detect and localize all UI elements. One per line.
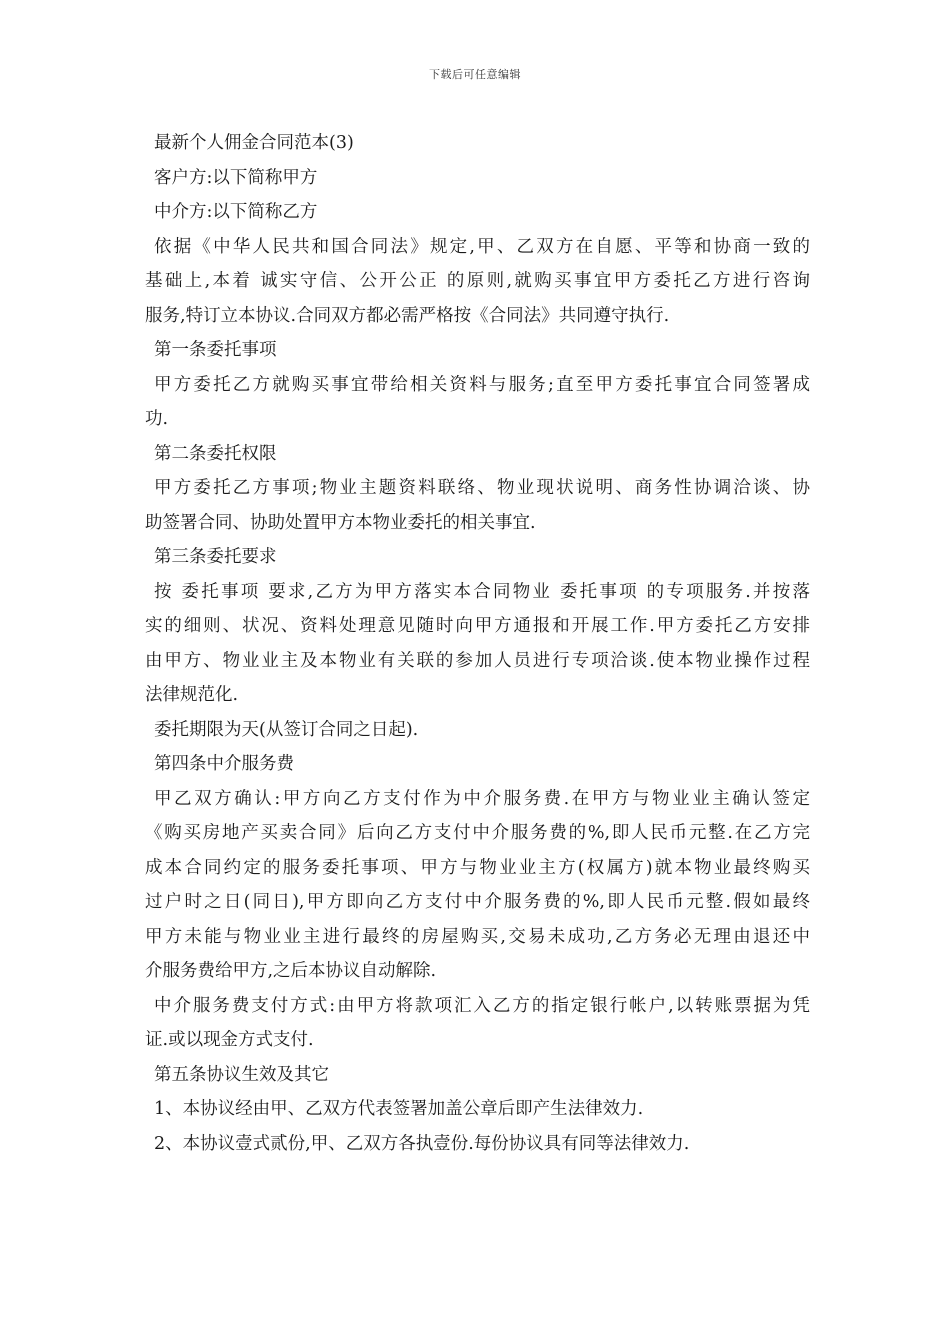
document-line: 中介方:以下简称乙方 [154, 202, 318, 222]
document-line: 委托期限为天(从签订合同之日起). [154, 719, 419, 740]
document-line: 过户时之日(同日),甲方即向乙方支付中介服务费的%,即人民币元整.假如最终 [145, 892, 810, 912]
document-line: 1、本协议经由甲、乙双方代表签署加盖公章后即产生法律效力. [154, 1099, 644, 1119]
document-line: 第四条中介服务费 [154, 754, 294, 774]
document-line: 最新个人佣金合同范本(3) [154, 133, 354, 153]
document-line: 由甲方、物业业主及本物业有关联的参加人员进行专项洽谈.使本物业操作过程 [145, 650, 810, 671]
document-line: 第三条委托要求 [154, 547, 277, 567]
document-line: 依据《中华人民共和国合同法》规定,甲、乙双方在自愿、平等和协商一致的 [154, 236, 810, 257]
document-line: 实的细则、状况、资料处理意见随时向甲方通报和开展工作.甲方委托乙方安排 [145, 616, 810, 636]
document-line: 客户方:以下简称甲方 [154, 167, 318, 188]
document-line: 介服务费给甲方,之后本协议自动解除. [145, 961, 437, 981]
document-line: 甲方委托乙方事项;物业主题资料联络、物业现状说明、商务性协调洽谈、协 [154, 478, 810, 498]
document-line: 第一条委托事项 [154, 340, 277, 360]
document-line: 2、本协议壹式贰份,甲、乙双方各执壹份.每份协议具有同等法律效力. [154, 1133, 690, 1154]
document-line: 按 委托事项 要求,乙方为甲方落实本合同物业 委托事项 的专项服务.并按落 [154, 581, 810, 602]
document-line: 成本合同约定的服务委托事项、甲方与物业业主方(权属方)就本物业最终购买 [145, 857, 810, 878]
document-line: 甲方委托乙方就购买事宜带给相关资料与服务;直至甲方委托事宜合同签署成 [154, 374, 810, 395]
document-line: 《购买房地产买卖合同》后向乙方支付中介服务费的%,即人民币元整.在乙方完 [145, 823, 810, 843]
page-header-note: 下载后可任意编辑 [429, 68, 521, 81]
document-line: 功. [145, 409, 169, 429]
document-line: 助签署合同、协助处置甲方本物业委托的相关事宜. [145, 512, 536, 533]
document-line: 基础上,本着 诚实守信、公开公正 的原则,就购买事宜甲方委托乙方进行咨询 [145, 271, 810, 291]
document-line: 甲方未能与物业业主进行最终的房屋购买,交易未成功,乙方务必无理由退还中 [145, 926, 810, 947]
document-line: 第二条委托权限 [154, 443, 277, 464]
document-body [145, 126, 810, 1161]
document-line: 法律规范化. [145, 685, 239, 705]
document-line: 甲乙双方确认:甲方向乙方支付作为中介服务费.在甲方与物业业主确认签定 [154, 788, 810, 809]
document-line: 服务,特订立本协议.合同双方都必需严格按《合同法》共同遵守执行. [145, 305, 670, 326]
document-line: 证.或以现金方式支付. [145, 1030, 314, 1050]
document-line: 中介服务费支付方式:由甲方将款项汇入乙方的指定银行帐户,以转账票据为凭 [154, 995, 810, 1016]
document-line: 第五条协议生效及其它 [154, 1064, 329, 1085]
